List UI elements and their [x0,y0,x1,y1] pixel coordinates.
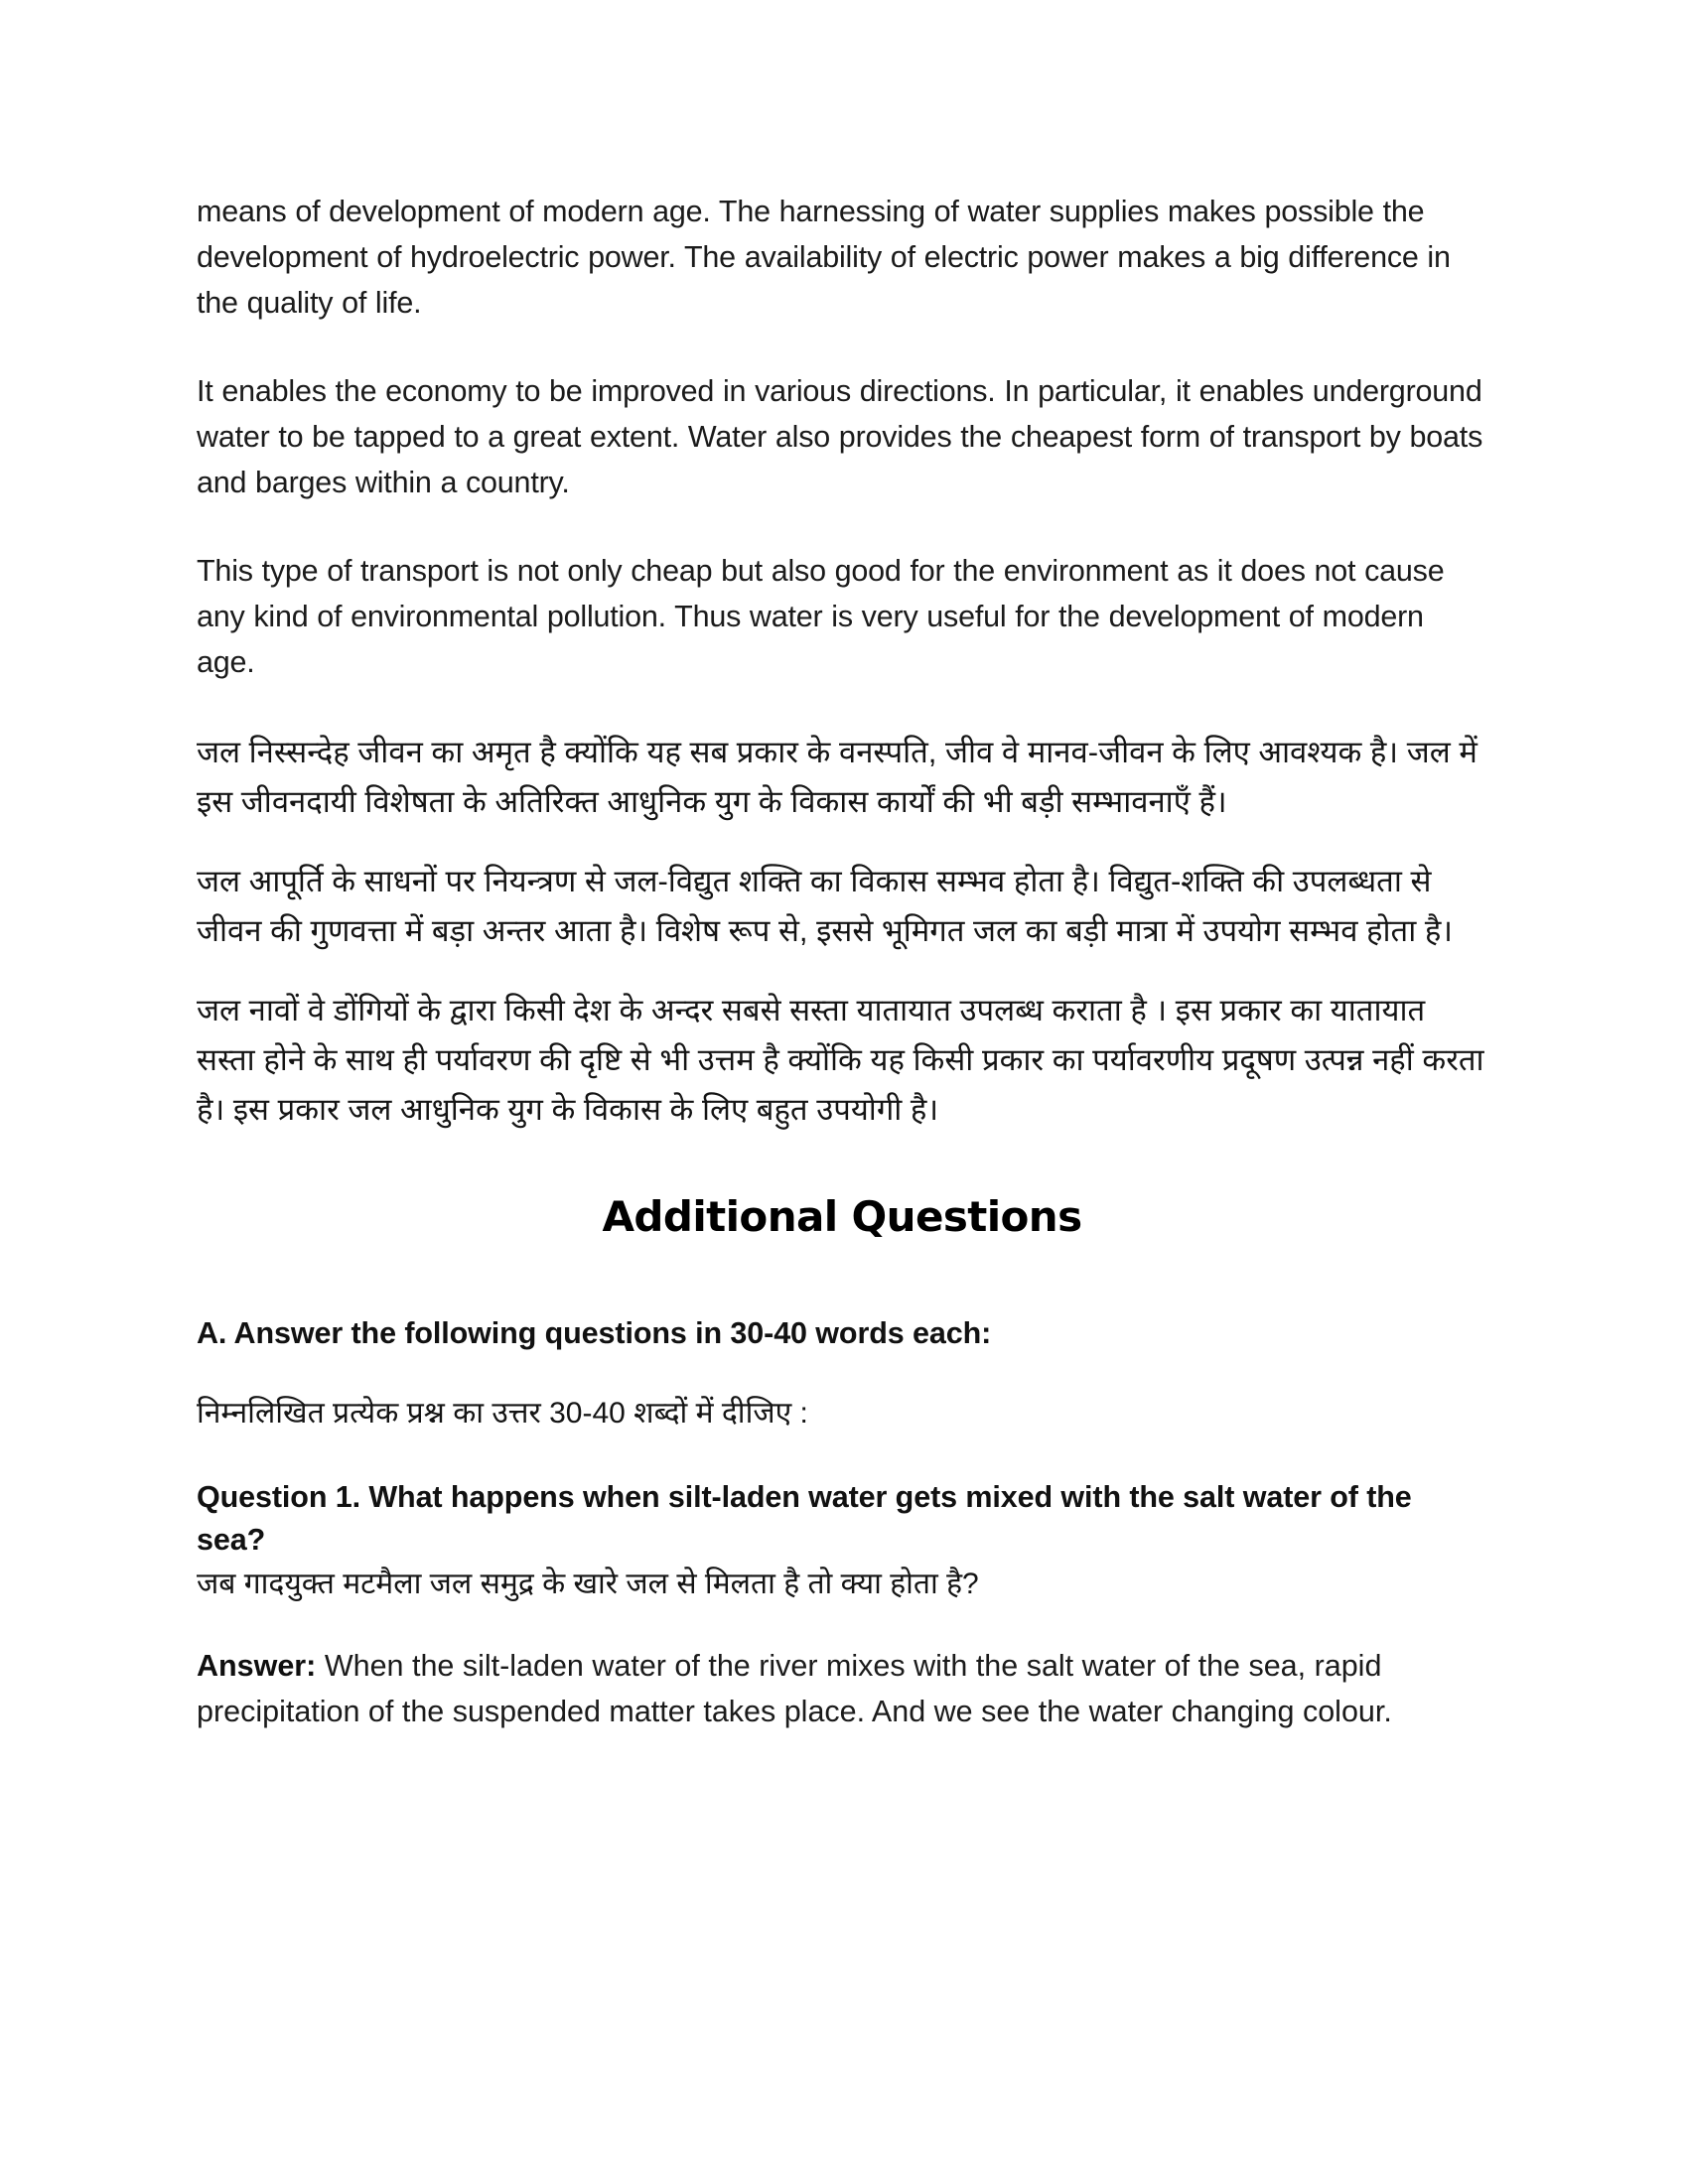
page-title: Additional Questions [602,1192,1082,1241]
spacer-after-hindi-instruction [197,1436,1487,1476]
paragraph-en-2: It enables the economy to be improved in various directions. In particular, it enables underground water to be tapped to a great extent. Water also provides the cheapest form of transport by boats and barges within a country. [197,374,1483,499]
question-1-heading-hi: जब गादयुक्त मटमैला जल समुद्र के खारे जल से मिलता है तो क्या होता है? [197,1568,979,1600]
spacer-after-question [197,1607,1487,1643]
question-1-heading-en: Question 1. What happens when silt-laden water gets mixed with the salt water of the sea? [197,1480,1412,1557]
paragraph-hi-2: जल आपूर्ति के साधनों पर नियन्त्रण से जल-विद्युत शक्ति का विकास सम्भव होता है। विद्युत-शक्ति की उपलब्धता से जीवन की गुणवत्ता में बड़ा अन्तर आता है। विशेष रूप से, इससे भूमिगत जल का बड़ी मात्रा में उपयोग सम्भव होता है। [197,864,1454,948]
section-a-label-en: A. Answer the following questions in 30-40 words each: [197,1316,992,1350]
answer-label: Answer: [197,1649,317,1683]
page-content-column [197,189,1487,1734]
paragraph-hi-1: जल निस्सन्देह जीवन का अमृत है क्योंकि यह सब प्रकार के वनस्पति, जीव वे मानव-जीवन के लिए आवश्यक है। जल में इस जीवनदायी विशेषता के अतिरिक्त आधुनिक युग के विकास कार्यों की भी बड़ी सम्भावनाएँ हैं। [197,735,1477,819]
paragraph-en-3: This type of transport is not only cheap but also good for the environment as it does not cause any kind of environmental pollution. Thus water is very useful for the development of modern age. [197,554,1445,679]
spacer-after-title [197,1244,1487,1311]
question-1-answer [197,1643,1487,1734]
paragraph-en-1: means of development of modern age. The harnessing of water supplies makes possible the development of hydroelectric power. The availability of electric power makes a big difference in the quality of life. [197,195,1451,320]
answer-text: When the silt-laden water of the river mixes with the salt water of the sea, rapid precipitation of the suspended matter takes place. And we see the water changing colour. [197,1649,1392,1728]
section-a-label-hi: निम्नलिखित प्रत्येक प्रश्न का उत्तर 30-40 शब्दों में दीजिए : [197,1397,808,1430]
spacer-after-section-label [197,1355,1487,1391]
paragraph-hi-3: जल नावों वे डोंगियों के द्वारा किसी देश के अन्दर सबसे सस्ता यातायात उपलब्ध कराता है । इस प्रकार का यातायात सस्ता होने के साथ ही पर्यावरण की दृष्टि से भी उत्तम है क्योंकि यह किसी प्रकार का पर्यावरणीय प्रदूषण उत्पन्न नहीं करता है। इस प्रकार जल आधुनिक युग के विकास के लिए बहुत उपयोगी है। [197,993,1484,1127]
